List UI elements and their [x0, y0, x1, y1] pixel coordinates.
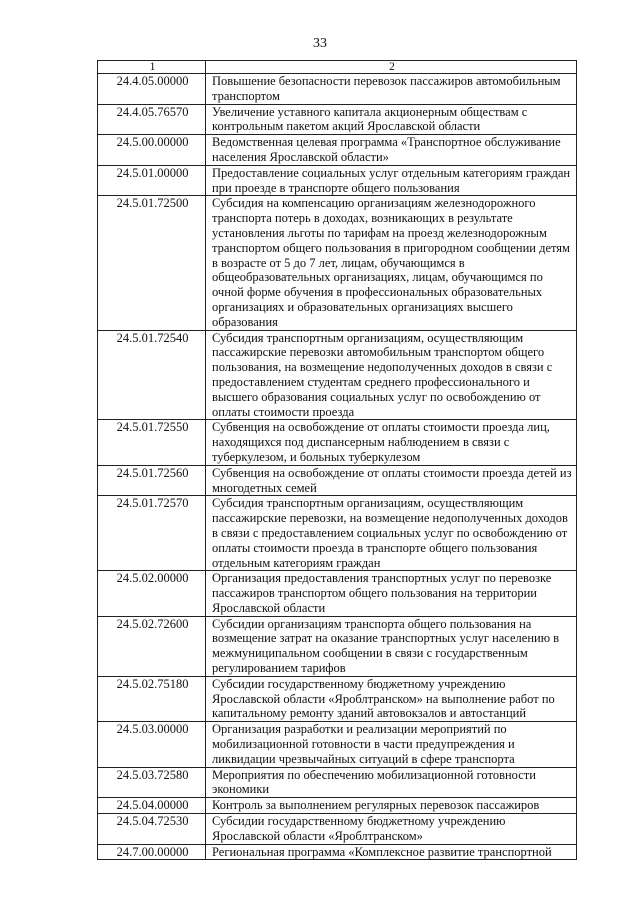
table-row	[98, 616, 577, 676]
row-name: Субсидия транспортным организациям, осуществляющим пассажирские перевозки, на возмещение недополученных доходов в связи с предоставлением социальных услуг по освобождению от оплаты стоимости проезда в транспорте общего пользования отдельным категориям граждан	[206, 496, 577, 571]
row-code: 24.5.02.72600	[98, 616, 206, 676]
table-row	[98, 135, 577, 166]
table-row	[98, 330, 577, 420]
row-name: Мероприятия по обеспечению мобилизационной готовности экономики	[206, 767, 577, 798]
row-name: Субсидии государственному бюджетному учреждению Ярославской области «Яроблтранском»	[206, 814, 577, 845]
row-code: 24.5.02.00000	[98, 571, 206, 616]
table-row	[98, 571, 577, 616]
column-header-name: 2	[206, 61, 577, 74]
table-row	[98, 798, 577, 814]
table-row	[98, 496, 577, 571]
row-name: Повышение безопасности перевозок пассажиров автомобильным транспортом	[206, 74, 577, 105]
header-row	[98, 61, 577, 74]
budget-classification-table	[97, 60, 577, 860]
table-header	[98, 61, 577, 74]
row-name: Ведомственная целевая программа «Транспортное обслуживание населения Ярославской области»	[206, 135, 577, 166]
row-code: 24.5.02.75180	[98, 676, 206, 721]
row-name: Субсидии организациям транспорта общего пользования на возмещение затрат на оказание транспортных услуг населению в межмуниципальном сообщении в связи с государственным регулированием тарифов	[206, 616, 577, 676]
row-code: 24.4.05.76570	[98, 104, 206, 135]
row-name: Субсидии государственному бюджетному учреждению Ярославской области «Яроблтранском» на выполнение работ по капитальному ремонту зданий автовокзалов и автостанций	[206, 676, 577, 721]
row-code: 24.5.01.72570	[98, 496, 206, 571]
table-row	[98, 814, 577, 845]
row-code: 24.5.01.00000	[98, 165, 206, 196]
row-name: Увеличение уставного капитала акционерным обществам с контрольным пакетом акций Ярославской области	[206, 104, 577, 135]
row-code: 24.5.01.72540	[98, 330, 206, 420]
row-code: 24.5.04.00000	[98, 798, 206, 814]
row-name: Региональная программа «Комплексное развитие транспортной	[206, 844, 577, 860]
row-code: 24.5.00.00000	[98, 135, 206, 166]
column-header-code: 1	[98, 61, 206, 74]
table-row	[98, 165, 577, 196]
row-name: Субвенция на освобождение от оплаты стоимости проезда детей из многодетных семей	[206, 465, 577, 496]
row-code: 24.5.03.72580	[98, 767, 206, 798]
row-name: Контроль за выполнением регулярных перевозок пассажиров	[206, 798, 577, 814]
row-name: Субсидия на компенсацию организациям железнодорожного транспорта потерь в доходах, возникающих в результате установления льготы по тарифам на проезд железнодорожным транспортом общего пользования в пригородном сообщении детям в возрасте от 5 до 7 лет, лицам, обучающимся в общеобразовательных организациях, лицам, обучающимся по очной форме обучения в профессиональных образовательных организациях и образовательных организациях высшего образования	[206, 196, 577, 330]
row-code: 24.5.01.72560	[98, 465, 206, 496]
row-name: Организация разработки и реализации мероприятий по мобилизационной готовности в части предупреждения и ликвидации чрезвычайных ситуаций в сфере транспорта	[206, 722, 577, 767]
row-code: 24.5.01.72500	[98, 196, 206, 330]
row-name: Предоставление социальных услуг отдельным категориям граждан при проезде в транспорте общего пользования	[206, 165, 577, 196]
row-code: 24.7.00.00000	[98, 844, 206, 860]
row-name: Организация предоставления транспортных услуг по перевозке пассажиров транспортом общего пользования на территории Ярославской области	[206, 571, 577, 616]
row-code: 24.5.04.72530	[98, 814, 206, 845]
table-row	[98, 420, 577, 465]
row-name: Субсидия транспортным организациям, осуществляющим пассажирские перевозки автомобильным транспортом общего пользования, на возмещение недополученных доходов в связи с предоставлением студентам среднего профессионального и высшего образования социальных услуг по освобождению от оплаты стоимости проезда	[206, 330, 577, 420]
row-code: 24.5.03.00000	[98, 722, 206, 767]
table-row	[98, 676, 577, 721]
table-row	[98, 767, 577, 798]
row-code: 24.5.01.72550	[98, 420, 206, 465]
table-row	[98, 722, 577, 767]
table-row	[98, 104, 577, 135]
row-code: 24.4.05.00000	[98, 74, 206, 105]
table-body	[98, 74, 577, 860]
table-row	[98, 196, 577, 330]
table-row	[98, 74, 577, 105]
row-name: Субвенция на освобождение от оплаты стоимости проезда лиц, находящихся под диспансерным наблюдением в связи с туберкулезом, и больных туберкулезом	[206, 420, 577, 465]
page-number: 33	[313, 36, 327, 51]
table-row	[98, 844, 577, 860]
table-row	[98, 465, 577, 496]
